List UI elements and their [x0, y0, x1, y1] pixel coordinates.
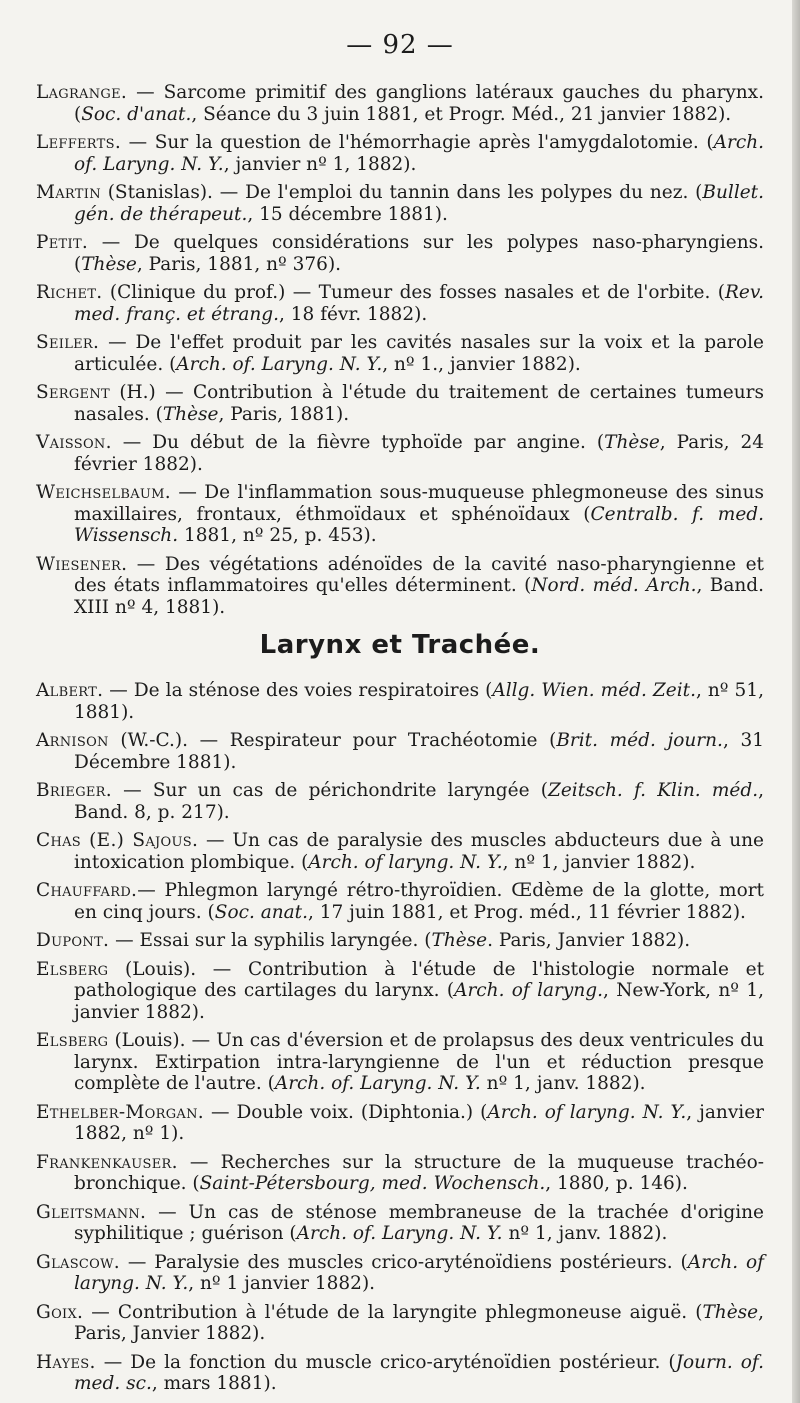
entry-author: Brieger.	[36, 780, 112, 801]
entry-text: — Phlegmon laryngé rétro-thyroïdien. Œdème de la glotte, mort en cinq jours. (	[74, 880, 764, 923]
entry-reference: Thèse	[81, 253, 137, 275]
entry-reference: Thèse	[431, 930, 488, 951]
entry-reference: Arch. of. Laryng. N. Y.	[176, 353, 383, 375]
bibliography-entry	[36, 1252, 764, 1295]
bibliography-entry	[36, 332, 764, 375]
entry-reference: Zeitsch. f. Klin. méd.	[547, 780, 759, 801]
entry-author: Hayes.	[36, 1351, 96, 1373]
entry-author: Petit.	[36, 232, 89, 253]
bibliography-entry	[36, 1302, 764, 1345]
entry-details: nº 1, janv. 1882).	[480, 1073, 646, 1094]
bibliography-entry	[36, 554, 764, 619]
entry-reference: Arch. of laryng.	[454, 980, 603, 1001]
entry-reference: Soc. anat.	[214, 901, 308, 923]
entry-details: , nº 1 janvier 1882).	[188, 1273, 376, 1294]
entry-reference: Arch. of. Laryng. N. Y.	[274, 1073, 481, 1094]
entry-author: Elsberg	[36, 958, 109, 980]
entry-author: Glascow.	[36, 1251, 120, 1273]
entry-reference: Thèse	[162, 403, 219, 425]
entry-text: — De la sténose des voies respiratoires (	[103, 680, 493, 701]
entry-reference: Centralb. f. med. Wissensch.	[74, 503, 765, 546]
entry-reference: Bullet. gén. de thérapeut.	[74, 182, 764, 225]
entry-details: , Paris, 24 février 1882).	[74, 432, 764, 475]
bibliography-entry	[36, 680, 764, 723]
entry-author: Wiesener.	[36, 553, 128, 575]
bibliography-entry	[36, 132, 764, 175]
entry-text: — De l'inflammation sous-muqueuse phlegmoneuse des sinus maxillaires, frontaux, éthmoïdaux et sphénoïdaux (	[74, 482, 764, 525]
entry-author: Vaisson.	[36, 432, 112, 453]
entry-reference: Arch. of. Laryng. N. Y.	[296, 1223, 503, 1244]
entry-details: , nº 1., janvier 1882).	[382, 353, 581, 375]
entry-details: , 17 juin 1881, et Prog. méd., 11 février 1882).	[308, 901, 746, 923]
entry-author: Elsberg	[36, 1030, 109, 1051]
entry-reference: Arch. of laryng. N. Y.	[487, 1101, 687, 1123]
entry-text: (Stanislas). — De l'emploi du tannin dans les polypes du nez. (	[100, 182, 703, 203]
entry-details: . Paris, Janvier 1882).	[487, 930, 691, 951]
entry-details: , Paris, 1881).	[218, 403, 350, 425]
entry-author: Richet.	[36, 282, 103, 303]
entry-text: (Clinique du prof.) — Tumeur des fosses nasales et de l'orbite. (	[102, 282, 725, 303]
entry-author: Lagrange.	[36, 82, 128, 103]
entry-text: — Un cas de paralysie des muscles abducteurs due à une intoxication plombique. (	[74, 830, 765, 873]
entry-details: , Band. XIII nº 4, 1881).	[74, 575, 764, 618]
entry-details: , Séance du 3 juin 1881, et Progr. Méd., 21 janvier 1882).	[191, 103, 732, 125]
entry-text: (W.-C.). — Respirateur pour Trachéotomie (	[108, 730, 557, 751]
entry-text: (H.) — Contribution à l'étude du traitement de certaines tumeurs nasales. (	[74, 382, 764, 425]
entry-details: , New-York, nº 1, janvier 1882).	[74, 980, 764, 1023]
entry-text: — Sur un cas de périchondrite laryngée (	[111, 780, 548, 801]
entry-author: Martin	[36, 182, 101, 203]
entry-details: , Paris, Janvier 1882).	[74, 1301, 764, 1344]
bibliography-entry	[36, 232, 764, 275]
entry-author: Arnison	[36, 730, 109, 751]
entry-reference: Journ. of. med. sc.	[74, 1351, 765, 1394]
entry-reference: Rev. med. franç. et étrang.	[74, 282, 764, 325]
entry-reference: Allg. Wien. méd. Zeit.	[492, 680, 696, 701]
entry-author: Lefferts.	[36, 132, 122, 153]
entry-author: Chauffard.	[36, 880, 138, 901]
entry-details: , 15 décembre 1881).	[247, 203, 448, 225]
entry-author: Frankenkauser.	[36, 1151, 178, 1173]
entry-author: Albert.	[36, 680, 104, 701]
bibliography-entry	[36, 282, 764, 325]
bibliography-entry	[36, 780, 764, 823]
entry-details: , nº 51, 1881).	[74, 680, 764, 723]
entry-details: nº 1, janv. 1882).	[502, 1223, 668, 1244]
entry-details: , Paris, 1881, nº 376).	[136, 253, 342, 275]
entry-details: , 31 Décembre 1881).	[74, 730, 765, 773]
entry-details: , 18 févr. 1882).	[279, 303, 428, 325]
bibliography-entry	[36, 830, 764, 873]
bibliography-list-nasal	[36, 82, 764, 625]
bibliography-entry	[36, 880, 764, 923]
entry-text: — Du début de la fièvre typhoïde par angine. (	[111, 432, 605, 453]
bibliography-list-larynx	[36, 680, 764, 1402]
entry-text: — Un cas de sténose membraneuse de la trachée d'origine syphilitique ; guérison (	[74, 1201, 764, 1244]
entry-reference: Arch. of. Laryng. N. Y.	[74, 132, 764, 175]
bibliography-entry	[36, 1202, 764, 1245]
bibliography-entry	[36, 1352, 764, 1395]
entry-text: — De quelques considérations sur les polypes naso-pharyngiens. (	[74, 232, 764, 275]
section-title: Larynx et Trachée.	[259, 630, 541, 660]
entry-reference: Soc. d'anat.	[81, 103, 192, 125]
bibliography-entry	[36, 482, 764, 547]
entry-author: Seiler.	[36, 332, 100, 353]
bibliography-entry	[36, 730, 764, 773]
entry-author: Weichselbaum.	[36, 482, 171, 503]
entry-text: — Double voix. (Diphtonia.) (	[203, 1101, 488, 1123]
bibliography-entry	[36, 1030, 764, 1095]
bibliography-entry	[36, 82, 764, 125]
entry-text: — Sur la question de l'hémorrhagie après l'amygdalotomie. (	[121, 132, 714, 153]
entry-text: — Recherches sur la structure de la muqueuse trachéo-bronchique. (	[74, 1151, 764, 1194]
bibliography-entry	[36, 1102, 764, 1145]
entry-text: (Louis). — Contribution à l'étude de l'histologie normale et pathologique des cartilages du larynx. (	[74, 958, 764, 1001]
bibliography-entry	[36, 1152, 764, 1195]
entry-text: — Sarcome primitif des ganglions latéraux gauches du pharynx. (	[74, 82, 764, 125]
entry-reference: Arch. of laryng. N. Y.	[308, 851, 503, 873]
entry-reference: Saint-Pétersbourg, med. Wochensch.	[199, 1173, 546, 1194]
entry-reference: Arch. of laryng. N. Y.	[74, 1251, 764, 1294]
entry-author: Sergent	[36, 382, 110, 403]
entry-details: , Band. 8, p. 217).	[74, 780, 764, 823]
entry-reference: Thèse	[702, 1301, 759, 1323]
page-number: — 92 —	[346, 30, 454, 60]
bibliography-entry	[36, 930, 764, 952]
entry-details: , mars 1881).	[151, 1373, 277, 1394]
entry-text: — De l'effet produit par les cavités nasales sur la voix et la parole articulée. (	[74, 332, 764, 375]
entry-reference: Brit. méd. journ.	[556, 730, 723, 751]
bibliography-entry	[36, 959, 764, 1024]
entry-text: — Paralysie des muscles crico-aryténoïdiens postérieurs. (	[119, 1251, 688, 1273]
bibliography-entry	[36, 182, 764, 225]
entry-details: , nº 1, janvier 1882).	[502, 851, 696, 873]
entry-author: Ethelber-Morgan.	[36, 1101, 204, 1123]
bibliography-entry	[36, 382, 764, 425]
entry-details: 1881, nº 25, p. 453).	[178, 525, 377, 546]
entry-author: Chas (E.) Sajous.	[36, 830, 199, 851]
entry-text: (Louis). — Un cas d'éversion et de prolapsus des deux ventricules du larynx. Extirpation intra-laryngienne de l'un et réduction presque complète de l'autre. (	[74, 1030, 764, 1094]
entry-author: Dupont.	[36, 930, 110, 951]
entry-author: Goix.	[36, 1301, 84, 1323]
entry-text: — Des végétations adénoïdes de la cavité naso-pharyngienne et des états inflammatoires qu'elles déterminent. (	[74, 553, 764, 596]
entry-details: , janvier nº 1, 1882).	[223, 153, 417, 175]
page-edge-shadow	[792, 0, 800, 1403]
entry-details: , 1880, p. 146).	[545, 1173, 688, 1194]
entry-author: Gleitsmann.	[36, 1201, 147, 1223]
entry-text: — De la fonction du muscle crico-aryténoïdien postérieur. (	[95, 1351, 676, 1373]
entry-reference: Thèse	[604, 432, 660, 453]
entry-text: — Contribution à l'étude de la laryngite phlegmoneuse aiguë. (	[83, 1301, 703, 1323]
entry-text: — Essai sur la syphilis laryngée. (	[109, 930, 432, 951]
bibliography-entry	[36, 432, 764, 475]
entry-reference: Nord. méd. Arch.	[531, 575, 697, 596]
entry-details: , janvier 1882, nº 1).	[74, 1101, 764, 1144]
